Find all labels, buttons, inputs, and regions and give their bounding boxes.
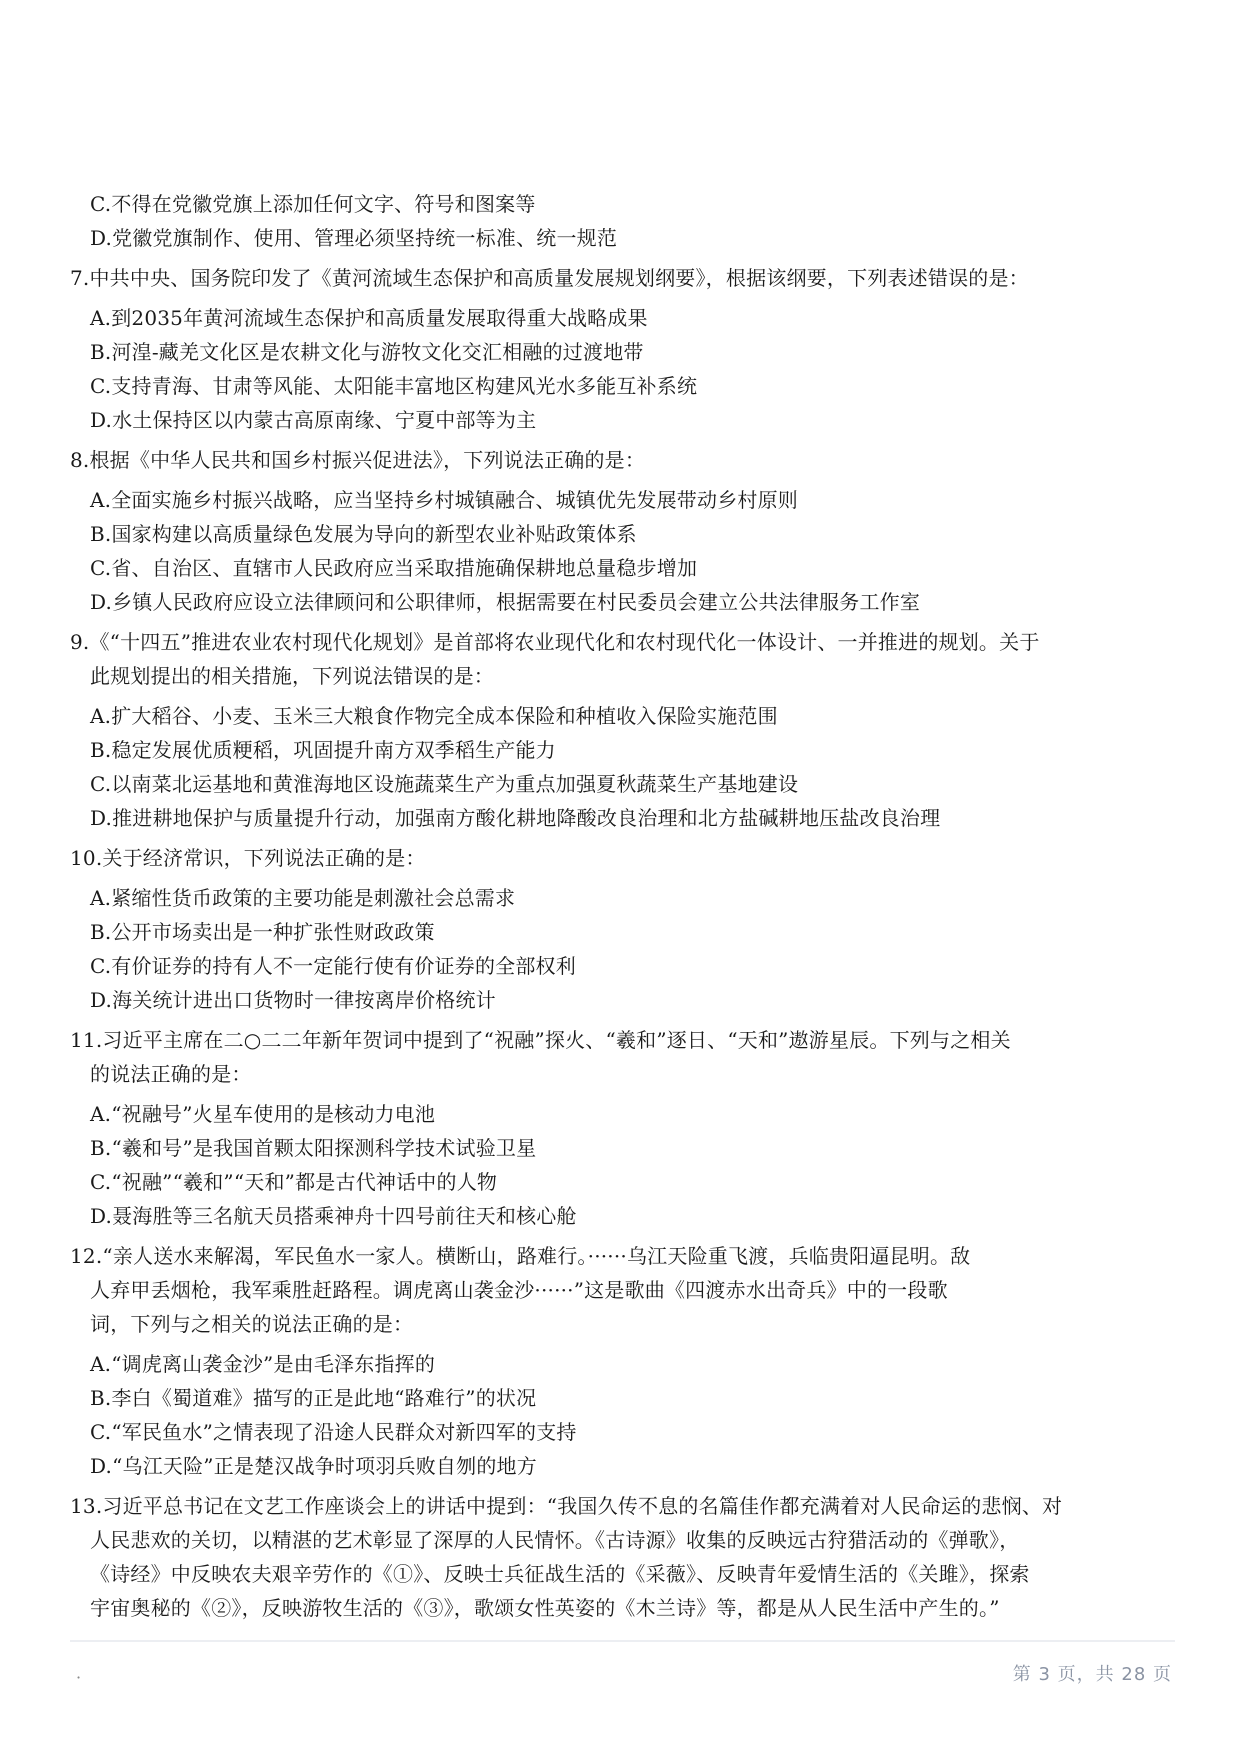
question-stem: 10.关于经济常识，下列说法正确的是： <box>70 846 426 870</box>
answer-option: D.推进耕地保护与质量提升行动，加强南方酸化耕地降酸改良治理和北方盐碱耕地压盐改良治理 <box>90 806 941 830</box>
answer-option: B.国家构建以高质量绿色发展为导向的新型农业补贴政策体系 <box>90 522 637 546</box>
answer-option: D.水土保持区以内蒙古高原南缘、宁夏中部等为主 <box>90 408 537 432</box>
answer-option: A.紧缩性货币政策的主要功能是刺激社会总需求 <box>90 886 516 910</box>
question-stem-continuation: 的说法正确的是： <box>90 1062 252 1086</box>
footer-mark: · <box>76 1668 82 1687</box>
answer-option: D.“乌江天险”正是楚汉战争时项羽兵败自刎的地方 <box>90 1454 537 1478</box>
answer-option: A.到2035年黄河流域生态保护和高质量发展取得重大战略成果 <box>90 306 648 330</box>
answer-option: C.以南菜北运基地和黄淮海地区设施蔬菜生产为重点加强夏秋蔬菜生产基地建设 <box>90 772 799 796</box>
question-stem: 12.“亲人送水来解渴，军民鱼水一家人。横断山，路难行。······乌江天险重飞渡，兵临贵阳逼昆明。敌 <box>70 1244 971 1268</box>
answer-option: A.“祝融号”火星车使用的是核动力电池 <box>90 1102 436 1126</box>
question-stem-continuation: 人民悲欢的关切，以精湛的艺术彰显了深厚的人民情怀。《古诗源》收集的反映远古狩猎活动的《弹歌》， <box>90 1528 1020 1552</box>
answer-option: C.“祝融”“羲和”“天和”都是古代神话中的人物 <box>90 1170 498 1194</box>
answer-option: A.“调虎离山袭金沙”是由毛泽东指挥的 <box>90 1352 436 1376</box>
answer-option: C.不得在党徽党旗上添加任何文字、符号和图案等 <box>90 192 536 216</box>
answer-option: A.扩大稻谷、小麦、玉米三大粮食作物完全成本保险和种植收入保险实施范围 <box>90 704 778 728</box>
question-stem-continuation: 词，下列与之相关的说法正确的是： <box>90 1312 414 1336</box>
question-stem: 7.中共中央、国务院印发了《黄河流域生态保护和高质量发展规划纲要》，根据该纲要，下列表述错误的是： <box>70 266 1029 290</box>
answer-option: C.省、自治区、直辖市人民政府应当采取措施确保耕地总量稳步增加 <box>90 556 698 580</box>
answer-option: B.公开市场卖出是一种扩张性财政政策 <box>90 920 435 944</box>
answer-option: D.党徽党旗制作、使用、管理必须坚持统一标准、统一规范 <box>90 226 618 250</box>
answer-option: B.河湟-藏羌文化区是农耕文化与游牧文化交汇相融的过渡地带 <box>90 340 644 364</box>
question-stem: 11.习近平主席在二○二二年新年贺词中提到了“祝融”探火、“羲和”逐日、“天和”遨游星辰。下列与之相关 <box>70 1028 1011 1052</box>
answer-option: D.乡镇人民政府应设立法律顾问和公职律师，根据需要在村民委员会建立公共法律服务工作室 <box>90 590 921 614</box>
answer-option: D.海关统计进出口货物时一律按离岸价格统计 <box>90 988 496 1012</box>
question-stem: 13.习近平总书记在文艺工作座谈会上的讲话中提到：“我国久传不息的名篇佳作都充满着对人民命运的悲悯、对 <box>70 1494 1063 1518</box>
question-stem-continuation: 人弃甲丢烟枪，我军乘胜赶路程。调虎离山袭金沙······”这是歌曲《四渡赤水出奇兵》中的一段歌 <box>90 1278 948 1302</box>
answer-option: C.支持青海、甘肃等风能、太阳能丰富地区构建风光水多能互补系统 <box>90 374 698 398</box>
question-stem: 8.根据《中华人民共和国乡村振兴促进法》，下列说法正确的是： <box>70 448 646 472</box>
question-stem-continuation: 宇宙奥秘的《②》，反映游牧生活的《③》，歌颂女性英姿的《木兰诗》等，都是从人民生活中产生的。” <box>90 1596 1000 1620</box>
footer-divider <box>70 1640 1175 1642</box>
question-stem-continuation: 《诗经》中反映农夫艰辛劳作的《①》、反映士兵征战生活的《采薇》、反映青年爱情生活的《关雎》，探索 <box>90 1562 1030 1586</box>
answer-option: B.稳定发展优质粳稻，巩固提升南方双季稻生产能力 <box>90 738 556 762</box>
answer-option: B.李白《蜀道难》描写的正是此地“路难行”的状况 <box>90 1386 537 1410</box>
page-number: 第 3 页，共 28 页 <box>1012 1664 1172 1685</box>
answer-option: D.聂海胜等三名航天员搭乘神舟十四号前往天和核心舱 <box>90 1204 577 1228</box>
answer-option: A.全面实施乡村振兴战略，应当坚持乡村城镇融合、城镇优先发展带动乡村原则 <box>90 488 799 512</box>
question-stem: 9.《“十四五”推进农业农村现代化规划》是首部将农业现代化和农村现代化一体设计、一并推进的规划。关于 <box>70 630 1040 654</box>
answer-option: C.“军民鱼水”之情表现了沿途人民群众对新四军的支持 <box>90 1420 577 1444</box>
answer-option: B.“羲和号”是我国首颗太阳探测科学技术试验卫星 <box>90 1136 537 1160</box>
answer-option: C.有价证券的持有人不一定能行使有价证券的全部权利 <box>90 954 576 978</box>
question-stem-continuation: 此规划提出的相关措施，下列说法错误的是： <box>90 664 494 688</box>
